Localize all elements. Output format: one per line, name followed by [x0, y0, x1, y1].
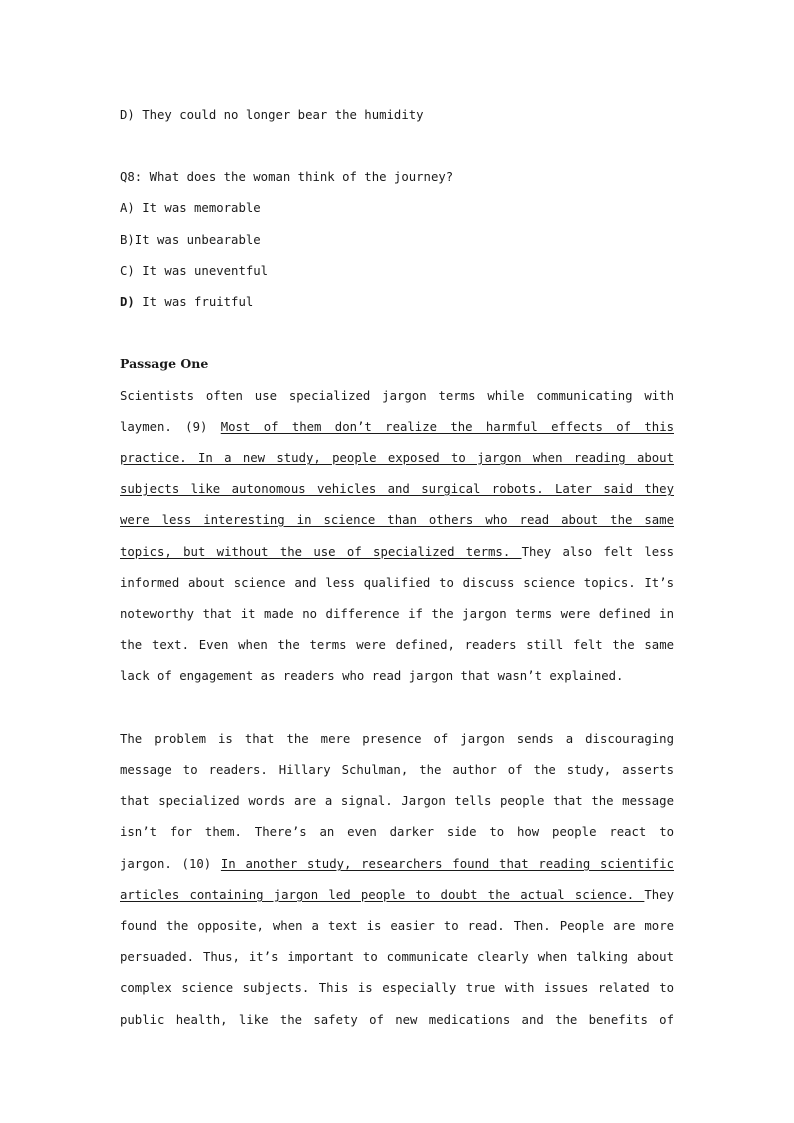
p1-line-2-pre: laymen. (9): [120, 420, 221, 434]
p2-line-4: isn’t for them. There’s an even darker side to how people react to: [120, 825, 674, 839]
q8-option-c: C) It was uneventful: [120, 264, 269, 278]
p1-line-10: lack of engagement as readers who read jargon that wasn’t explained.: [120, 669, 624, 683]
q8-option-a: A) It was memorable: [120, 201, 261, 215]
p1-line-6: [120, 544, 674, 560]
p2-line-8: persuaded. Thus, it’s important to communicate clearly when talking about: [120, 950, 674, 964]
p1-line-8: noteworthy that it made no difference if the jargon terms were defined in: [120, 607, 674, 621]
passage-heading: Passage One: [120, 356, 209, 371]
p2-line-6: [120, 887, 674, 903]
p1-line-6-underlined: topics, but without the use of specialized terms.: [120, 545, 522, 559]
p1-line-9: the text. Even when the terms were defined, readers still felt the same: [120, 638, 674, 652]
p1-line-2-underlined: Most of them don’t realize the harmful effects of this: [220, 420, 674, 434]
p2-line-9: complex science subjects. This is especially true with issues related to: [120, 981, 674, 995]
p1-line-3-underlined: practice. In a new study, people exposed to jargon when reading about: [120, 451, 674, 465]
p2-line-5-underlined: In another study, researchers found that reading scientific: [220, 857, 674, 871]
p1-line-4: [120, 481, 674, 497]
p2-line-6-post: They: [644, 888, 674, 902]
p1-line-5: [120, 512, 674, 528]
p1-line-3: [120, 450, 674, 466]
q8-question: Q8: What does the woman think of the journey?: [120, 170, 454, 184]
p1-line-4-underlined: subjects like autonomous vehicles and surgical robots. Later said they: [120, 482, 674, 496]
p2-line-5-pre: jargon. (10): [120, 857, 221, 871]
p1-line-5-underlined: were less interesting in science than others who read about the same: [120, 513, 674, 527]
p1-line-1: Scientists often use specialized jargon terms while communicating with: [120, 389, 674, 403]
q8-option-d-text: It was fruitful: [134, 295, 254, 309]
p2-line-5: [120, 856, 674, 872]
p2-line-3: that specialized words are a signal. Jargon tells people that the message: [120, 794, 674, 808]
p1-line-7: informed about science and less qualified to discuss science topics. It’s: [120, 576, 674, 590]
p2-line-1: The problem is that the mere presence of jargon sends a discouraging: [120, 732, 674, 746]
p2-line-7: found the opposite, when a text is easier to read. Then. People are more: [120, 919, 674, 933]
q8-option-d: [120, 294, 674, 310]
p1-line-6-post: They also felt less: [521, 545, 674, 559]
p2-line-10: public health, like the safety of new medications and the benefits of: [120, 1013, 674, 1027]
p2-line-2: message to readers. Hillary Schulman, the author of the study, asserts: [120, 763, 674, 777]
q7-option-d: D) They could no longer bear the humidity: [120, 108, 424, 122]
q8-option-b: B)It was unbearable: [120, 233, 261, 247]
p2-line-6-underlined: articles containing jargon led people to doubt the actual science.: [120, 888, 645, 902]
p1-line-2: [120, 419, 674, 435]
q8-option-d-label: D): [120, 295, 135, 309]
